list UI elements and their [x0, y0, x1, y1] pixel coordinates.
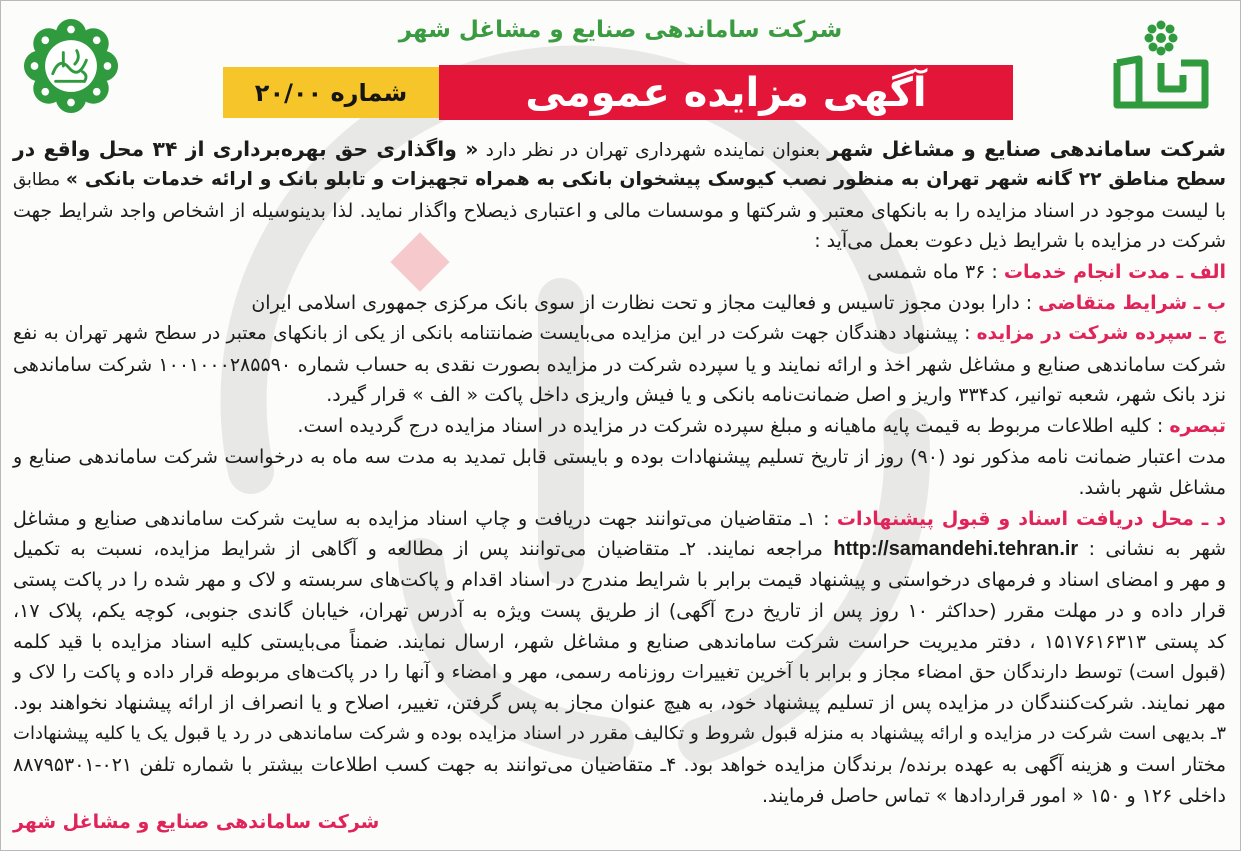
text-segment: : دارا بودن مجوز تاسیس و فعالیت مجاز و تحت نظارت از سوی بانک مرکزی جمهوری اسلامی ایران	[251, 291, 1033, 314]
ad-number-badge	[223, 67, 439, 118]
section-label: الف ـ مدت انجام خدمات	[1003, 261, 1226, 284]
body-line: قرار داده و در مهلت مقرر (حداکثر ۱۰ روز پس از تاریخ درج آگهی) از طریق پست ویژه به آدرس تهران، خیابان گاندی جنوبی، کوچه یکم، پلاک ۱۷،	[13, 599, 1226, 622]
text-segment: مطابق	[13, 169, 61, 190]
body-line: داخلی ۱۲۶ و ۱۵۰ « امور قراردادها » تماس حاصل فرمایند.	[761, 784, 1226, 807]
company-name: شرکت ساماندهی صنایع و مشاغل شهر	[827, 137, 1227, 161]
text-segment: : ۱ـ متقاضیان می‌توانند جهت دریافت و چاپ اسناد مزایده به سایت شرکت ساماندهی صنایع و مشاغل	[13, 507, 830, 530]
section-label: تبصره	[1169, 415, 1226, 438]
body-line: با لیست موجود در اسناد مزایده را به بانکهای معتبر و شرکتها و موسسات مالی و اعتباری ذیصلاح واگذار نماید. لذا بدینوسیله از اشخاص واجد شرایط جهت	[13, 199, 1226, 222]
ad-number: شماره ۲۰/۰۰	[254, 78, 408, 107]
body-line: شرکت در مزایده با شرایط ذیل دعوت بعمل می‌آید :	[814, 230, 1226, 253]
body-line: مدت اعتبار ضمانت نامه مذکور نود (۹۰) روز از تاریخ تسلیم پیشنهادات بوده و بایستی قابل تمدید به مدت سه ماه به درخواست شرکت ساماندهی صنایع و	[13, 445, 1227, 468]
body-line: نزد بانک شهر، شعبه توانیر، کد۳۳۴ واریز و اصل ضمانت‌نامه بانکی و یا فیش واریزی داخل پاکت « الف » قرار گیرد.	[326, 384, 1226, 407]
body-line	[13, 411, 1226, 442]
ad-body	[13, 134, 1226, 812]
text-segment: : پیشنهاد دهندگان جهت شرکت در این مزایده می‌بایست ضمانتنامه بانکی از یکی از بانکهای معتبر در سطح شهر تهران به نفع	[13, 322, 971, 344]
body-line: و مهر و امضای اسناد و فرمهای درخواستی و پیشنهاد قیمت برابر با شرایط مندرج در اسناد اقدام و پاکت‌های سربسته و لاک و مهر شده را در پاکت پستی	[13, 569, 1226, 592]
body-line	[13, 257, 1226, 288]
website-url: http://samandehi.tehran.ir	[833, 538, 1079, 561]
ad-title: آگهی مزایده عمومی	[525, 69, 927, 116]
body-line: (قبول است) توسط دارندگان حق امضاء مجاز و برابر با آخرین تغییرات روزنامه رسمی، مهر و امضاء و آنها را در پاکت‌های مربوطه قرار داده و پاکت را لاک و	[13, 661, 1226, 683]
body-line: مهر نمایند. شرکت‌کنندگان در مزایده پس از تسلیم پیشنهاد خود، به هیچ عنوان مجاز به پس گرفتن، تغییر، اصلاح و یا انصراف از ارائه پیشنهاد نخواهند بود.	[13, 692, 1226, 715]
subject-text: سطح مناطق ۲۲ گانه شهر تهران به منظور نصب کیوسک پیشخوان بانکی به همراه تجهیزات و تابلو بانک و ارائه خدمات بانکی »	[65, 168, 1226, 190]
body-line: کد پستی ۱۵۱۷۶۱۶۳۱۳ ، دفتر مدیریت حراست شرکت ساماندهی صنایع و مشاغل شهر، ارسال نمایند. ضمناً می‌بایستی کلیه اسناد مزایده با قید کلمه	[13, 630, 1226, 653]
section-label: د ـ محل دریافت اسناد و قبول پیشنهادات	[836, 507, 1226, 530]
body-line	[13, 165, 1226, 196]
section-label: ب ـ شرایط متقاضی	[1038, 291, 1226, 314]
body-line	[13, 504, 1226, 535]
text-segment: : کلیه اطلاعات مربوط به قیمت پایه ماهیانه و مبلغ سپرده شرکت در مزایده در اسناد مزایده درج گردیده است.	[297, 415, 1164, 438]
ad-title-banner	[439, 65, 1013, 120]
body-line	[13, 288, 1226, 319]
logo-frame	[1117, 59, 1205, 105]
text-segment: بعنوان نماینده شهرداری تهران در نظر دارد	[485, 140, 821, 161]
text-segment: : ۳۶ ماه شمسی	[867, 261, 998, 284]
company-title: شرکت ساماندهی صنایع و مشاغل شهر	[398, 17, 843, 43]
text-segment: مراجعه نمایند. ۲ـ متقاضیان می‌توانند پس از مطالعه و آگاهی از شرایط مزایده، نسبت به تکمیل	[13, 538, 823, 561]
body-line: مشاغل شهر باشد.	[1078, 476, 1226, 499]
body-line: شرکت ساماندهی صنایع و مشاغل شهر اخذ و ارائه نمایند و یا سپرده شرکت در مزایده بصورت نقدی به حساب شماره ۱۰۰۱۰۰۰۲۸۵۵۹۰ شرکت ساماندهی	[13, 353, 1226, 376]
footer-company: شرکت ساماندهی صنایع و مشاغل شهر	[13, 811, 380, 833]
section-label: ج ـ سپرده شرکت در مزایده	[976, 322, 1226, 344]
body-line	[13, 319, 1226, 350]
body-line	[13, 534, 1226, 565]
subject-text: « واگذاری حق بهره‌برداری از ۳۴ محل واقع در	[13, 137, 479, 161]
body-line	[13, 134, 1226, 165]
text-segment: شهر به نشانی :	[1088, 538, 1227, 561]
body-line: ۳ـ بدیهی است شرکت در مزایده و ارائه پیشنهاد به منزله قبول شروط و تکالیف مقرر در اسناد مزایده بوده و شرکت ساماندهی در رد یا قبول یک یا کلیه پیشنهادات	[13, 723, 1226, 745]
body-line: مختار است و هزینه آگهی به عهده برنده/ برندگان مزایده خواهد بود. ۴ـ متقاضیان می‌توانند به جهت کسب اطلاعات بیشتر با شماره تلفن ۰۲۱-۸۸۷۹۵۳۰۱	[13, 753, 1226, 776]
